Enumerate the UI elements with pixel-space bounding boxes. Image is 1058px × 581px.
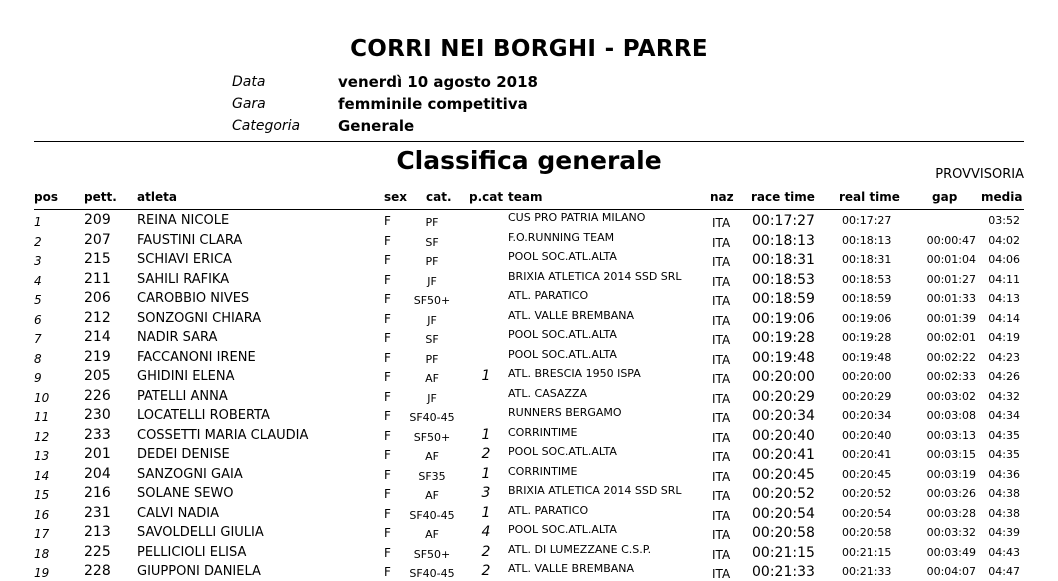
- cell-gap: 00:04:07: [926, 565, 976, 578]
- cell-gap: 00:03:49: [926, 545, 976, 559]
- cell-gap: 00:01:27: [926, 272, 976, 286]
- cell-average-pace: 04:43: [988, 545, 1020, 559]
- cell-gap: 00:03:32: [926, 526, 976, 539]
- cell-race-time: 00:20:52: [752, 486, 815, 502]
- cell-category-position: 2: [481, 543, 491, 560]
- cell-athlete-name: SCHIAVI ERICA: [137, 252, 232, 267]
- cell-nationality: ITA: [712, 450, 731, 464]
- cell-team-name: CORRINTIME: [508, 425, 578, 439]
- table-row: [0, 249, 1058, 269]
- header-pos: pos: [34, 190, 58, 204]
- table-row: [0, 522, 1058, 542]
- cell-gap: 00:03:02: [926, 389, 976, 403]
- meta-value-race: femminile competitiva: [338, 95, 528, 113]
- cell-bib-number: 213: [84, 524, 111, 540]
- cell-sex: F: [384, 292, 391, 306]
- cell-real-time: 00:18:59: [842, 292, 892, 305]
- table-row: [0, 503, 1058, 523]
- cell-athlete-name: SOLANE SEWO: [137, 486, 234, 501]
- cell-race-time: 00:18:53: [752, 271, 815, 288]
- cell-category: SF50+: [413, 547, 451, 561]
- cell-race-time: 00:19:28: [752, 330, 815, 346]
- cell-race-time: 00:18:59: [752, 291, 815, 307]
- table-row: [0, 542, 1058, 562]
- cell-position: 5: [34, 293, 42, 307]
- cell-gap: 00:03:19: [926, 467, 976, 481]
- cell-nationality: ITA: [712, 216, 731, 230]
- cell-bib-number: 207: [84, 231, 111, 248]
- table-row: [0, 366, 1058, 386]
- cell-team-name: BRIXIA ATLETICA 2014 SSD SRL: [508, 484, 682, 497]
- cell-bib-number: 201: [84, 446, 111, 462]
- cell-team-name: POOL SOC.ATL.ALTA: [508, 445, 617, 458]
- section-title: Classifica generale: [396, 146, 662, 175]
- cell-race-time: 00:20:40: [752, 427, 815, 444]
- cell-team-name: BRIXIA ATLETICA 2014 SSD SRL: [508, 269, 682, 283]
- cell-category: AF: [425, 372, 439, 385]
- cell-sex: F: [384, 233, 391, 248]
- cell-athlete-name: FAUSTINI CLARA: [137, 232, 243, 248]
- cell-nationality: ITA: [712, 469, 731, 484]
- table-row: [0, 444, 1058, 464]
- cell-race-time: 00:18:31: [752, 252, 815, 268]
- cell-nationality: ITA: [712, 372, 731, 386]
- table-row: [0, 230, 1058, 250]
- cell-real-time: 00:20:41: [842, 448, 892, 461]
- cell-average-pace: 04:38: [988, 506, 1020, 520]
- cell-average-pace: 04:13: [988, 292, 1020, 305]
- cell-category: PF: [425, 216, 439, 229]
- cell-nationality: ITA: [712, 352, 731, 367]
- cell-sex: F: [384, 350, 391, 365]
- cell-position: 15: [34, 488, 50, 502]
- cell-nationality: ITA: [712, 547, 731, 562]
- table-row: [0, 288, 1058, 308]
- divider-top: [34, 141, 1024, 142]
- cell-category: AF: [425, 489, 439, 502]
- cell-category-position: 1: [481, 368, 491, 384]
- table-row: [0, 483, 1058, 503]
- cell-gap: 00:01:33: [926, 292, 976, 305]
- cell-team-name: ATL. VALLE BREMBANA: [508, 562, 635, 575]
- cell-average-pace: 04:34: [988, 409, 1020, 422]
- header-naz: naz: [710, 190, 734, 204]
- cell-average-pace: 04:47: [988, 565, 1020, 578]
- cell-team-name: ATL. DI LUMEZZANE C.S.P.: [508, 542, 652, 556]
- cell-sex: F: [384, 331, 391, 345]
- cell-position: 4: [34, 273, 42, 288]
- cell-gap: 00:01:39: [926, 311, 976, 325]
- cell-athlete-name: PELLICIOLI ELISA: [137, 544, 247, 560]
- meta-label-race: Gara: [232, 96, 266, 112]
- header-pcat: p.cat: [469, 190, 504, 204]
- cell-category: SF40-45: [409, 567, 455, 580]
- cell-average-pace: 04:35: [988, 448, 1020, 461]
- cell-average-pace: 04:38: [988, 487, 1020, 500]
- cell-bib-number: 211: [84, 270, 111, 287]
- cell-sex: F: [384, 409, 391, 423]
- cell-nationality: ITA: [712, 508, 731, 523]
- event-title: CORRI NEI BORGHI - PARRE: [350, 36, 708, 62]
- cell-position: 13: [34, 449, 50, 463]
- cell-team-name: POOL SOC.ATL.ALTA: [508, 250, 617, 263]
- cell-sex: F: [384, 448, 391, 462]
- cell-gap: 00:03:26: [926, 487, 976, 500]
- cell-race-time: 00:20:41: [752, 447, 815, 463]
- cell-sex: F: [384, 487, 391, 501]
- cell-position: 10: [34, 390, 50, 405]
- cell-nationality: ITA: [712, 235, 731, 250]
- cell-sex: F: [384, 214, 391, 228]
- cell-gap: 00:02:01: [926, 331, 976, 344]
- cell-athlete-name: GHIDINI ELENA: [137, 369, 235, 384]
- header-sex: sex: [384, 190, 408, 204]
- cell-sex: F: [384, 545, 391, 560]
- cell-category: PF: [425, 255, 439, 268]
- cell-team-name: ATL. BRESCIA 1950 ISPA: [508, 367, 641, 380]
- cell-gap: 00:03:08: [926, 409, 976, 422]
- table-row: [0, 561, 1058, 581]
- cell-team-name: RUNNERS BERGAMO: [508, 406, 622, 419]
- cell-average-pace: 04:06: [988, 253, 1020, 266]
- cell-race-time: 00:20:45: [752, 466, 815, 483]
- cell-athlete-name: GIUPPONI DANIELA: [137, 564, 261, 579]
- cell-athlete-name: LOCATELLI ROBERTA: [137, 408, 270, 423]
- cell-sex: F: [384, 311, 391, 326]
- cell-athlete-name: CALVI NADIA: [137, 505, 219, 521]
- cell-average-pace: 04:11: [988, 272, 1020, 286]
- cell-race-time: 00:18:13: [752, 232, 815, 249]
- table-row: [0, 269, 1058, 289]
- cell-position: 14: [34, 468, 50, 483]
- cell-sex: F: [384, 428, 391, 443]
- cell-nationality: ITA: [712, 528, 731, 542]
- cell-gap: 00:02:22: [926, 350, 976, 364]
- cell-real-time: 00:20:00: [842, 370, 892, 383]
- cell-athlete-name: CAROBBIO NIVES: [137, 291, 250, 306]
- cell-category: SF50+: [413, 294, 451, 307]
- cell-nationality: ITA: [712, 274, 731, 289]
- cell-category: JF: [427, 274, 437, 288]
- cell-athlete-name: COSSETTI MARIA CLAUDIA: [137, 427, 309, 443]
- cell-position: 16: [34, 507, 50, 522]
- cell-bib-number: 230: [84, 407, 111, 423]
- cell-position: 1: [34, 215, 42, 229]
- cell-position: 3: [34, 254, 42, 268]
- cell-real-time: 00:20:45: [842, 467, 892, 481]
- cell-nationality: ITA: [712, 391, 731, 406]
- cell-real-time: 00:18:31: [842, 253, 892, 266]
- cell-position: 17: [34, 527, 50, 541]
- cell-gap: 00:03:28: [926, 506, 976, 520]
- header-gap: gap: [932, 190, 958, 204]
- cell-real-time: 00:17:27: [842, 214, 892, 227]
- cell-nationality: ITA: [712, 294, 731, 308]
- cell-athlete-name: SANZOGNI GAIA: [137, 466, 243, 482]
- cell-real-time: 00:18:53: [842, 272, 892, 286]
- cell-race-time: 00:20:00: [752, 369, 815, 385]
- status-label: PROVVISORIA: [935, 167, 1024, 182]
- table-row: [0, 405, 1058, 425]
- table-row: [0, 347, 1058, 367]
- cell-real-time: 00:20:58: [842, 526, 892, 539]
- cell-real-time: 00:21:33: [842, 565, 892, 578]
- cell-bib-number: 206: [84, 290, 111, 306]
- cell-athlete-name: SONZOGNI CHIARA: [137, 310, 262, 326]
- meta-value-category: Generale: [338, 117, 415, 135]
- cell-sex: F: [384, 370, 391, 384]
- cell-real-time: 00:20:29: [842, 389, 892, 403]
- cell-race-time: 00:21:33: [752, 564, 815, 580]
- cell-category-position: 3: [481, 485, 491, 501]
- cell-bib-number: 209: [84, 212, 111, 228]
- table-row: [0, 308, 1058, 328]
- cell-bib-number: 225: [84, 543, 111, 560]
- cell-athlete-name: FACCANONI IRENE: [137, 349, 256, 365]
- cell-category: AF: [425, 450, 439, 463]
- cell-category: SF50+: [413, 430, 451, 444]
- cell-sex: F: [384, 272, 391, 287]
- cell-category-position: 1: [481, 465, 491, 482]
- cell-team-name: POOL SOC.ATL.ALTA: [508, 523, 617, 536]
- cell-team-name: ATL. CASAZZA: [508, 386, 588, 400]
- cell-bib-number: 231: [84, 504, 111, 521]
- cell-team-name: CUS PRO PATRIA MILANO: [508, 211, 646, 224]
- cell-nationality: ITA: [712, 430, 731, 445]
- cell-bib-number: 226: [84, 387, 111, 404]
- cell-sex: F: [384, 526, 391, 540]
- cell-sex: F: [384, 467, 391, 482]
- cell-position: 12: [34, 429, 50, 444]
- table-row: [0, 327, 1058, 347]
- cell-category: SF40-45: [409, 411, 455, 424]
- cell-nationality: ITA: [712, 567, 731, 581]
- cell-bib-number: 204: [84, 465, 111, 482]
- cell-race-time: 00:17:27: [752, 213, 815, 229]
- cell-category: SF: [425, 235, 439, 249]
- cell-nationality: ITA: [712, 313, 731, 328]
- cell-team-name: POOL SOC.ATL.ALTA: [508, 328, 617, 341]
- cell-sex: F: [384, 389, 391, 404]
- cell-race-time: 00:21:15: [752, 544, 815, 561]
- table-row: [0, 386, 1058, 406]
- cell-nationality: ITA: [712, 333, 731, 347]
- cell-category-position: 2: [481, 446, 491, 462]
- meta-label-date: Data: [232, 74, 266, 90]
- header-name: atleta: [137, 190, 177, 204]
- cell-sex: F: [384, 565, 391, 579]
- header-team: team: [508, 190, 543, 204]
- cell-real-time: 00:20:52: [842, 487, 892, 500]
- cell-race-time: 00:19:48: [752, 349, 815, 366]
- cell-category: PF: [425, 352, 439, 366]
- cell-position: 7: [34, 332, 42, 346]
- cell-race-time: 00:20:58: [752, 525, 815, 541]
- cell-average-pace: 04:39: [988, 526, 1020, 539]
- cell-team-name: CORRINTIME: [508, 464, 578, 478]
- cell-race-time: 00:20:29: [752, 388, 815, 405]
- cell-position: 6: [34, 312, 42, 327]
- table-row: [0, 210, 1058, 230]
- cell-category: SF40-45: [409, 508, 455, 522]
- meta-label-category: Categoria: [232, 118, 301, 134]
- header-cat: cat.: [426, 190, 452, 204]
- header-real-time: real time: [839, 190, 900, 204]
- cell-bib-number: 205: [84, 368, 111, 384]
- cell-bib-number: 233: [84, 426, 111, 443]
- cell-race-time: 00:20:54: [752, 505, 815, 522]
- cell-category: SF: [425, 333, 439, 346]
- cell-gap: 00:00:47: [926, 233, 976, 247]
- cell-real-time: 00:20:40: [842, 428, 892, 442]
- cell-bib-number: 219: [84, 348, 111, 365]
- cell-position: 8: [34, 351, 42, 366]
- cell-bib-number: 212: [84, 309, 111, 326]
- cell-race-time: 00:20:34: [752, 408, 815, 424]
- cell-sex: F: [384, 253, 391, 267]
- cell-team-name: POOL SOC.ATL.ALTA: [508, 347, 617, 361]
- cell-nationality: ITA: [712, 489, 731, 503]
- cell-category-position: 1: [481, 426, 491, 443]
- cell-gap: 00:03:13: [926, 428, 976, 442]
- cell-real-time: 00:19:06: [842, 311, 892, 325]
- cell-category: AF: [425, 528, 439, 541]
- cell-athlete-name: SAHILI RAFIKA: [137, 271, 230, 287]
- cell-gap: 00:01:04: [926, 253, 976, 266]
- cell-position: 9: [34, 371, 42, 385]
- cell-gap: 00:03:15: [926, 448, 976, 461]
- cell-team-name: ATL. PARATICO: [508, 503, 589, 517]
- cell-athlete-name: NADIR SARA: [137, 330, 218, 345]
- cell-real-time: 00:19:48: [842, 350, 892, 364]
- cell-athlete-name: DEDEI DENISE: [137, 447, 230, 462]
- cell-bib-number: 215: [84, 251, 111, 267]
- cell-team-name: F.O.RUNNING TEAM: [508, 230, 615, 244]
- cell-category: SF35: [418, 469, 446, 483]
- cell-nationality: ITA: [712, 411, 731, 425]
- cell-average-pace: 04:35: [988, 428, 1020, 442]
- cell-category-position: 4: [481, 524, 491, 540]
- cell-average-pace: 04:19: [988, 331, 1020, 344]
- cell-nationality: ITA: [712, 255, 731, 269]
- cell-category: JF: [427, 313, 437, 327]
- cell-gap: 00:02:33: [926, 370, 976, 383]
- cell-athlete-name: SAVOLDELLI GIULIA: [137, 525, 264, 540]
- cell-average-pace: 04:32: [988, 389, 1020, 403]
- cell-average-pace: 03:52: [988, 214, 1020, 227]
- cell-sex: F: [384, 506, 391, 521]
- cell-category-position: 2: [481, 563, 491, 579]
- cell-real-time: 00:20:54: [842, 506, 892, 520]
- cell-position: 18: [34, 546, 50, 561]
- meta-value-date: venerdì 10 agosto 2018: [338, 73, 538, 91]
- cell-average-pace: 04:36: [988, 467, 1020, 481]
- cell-bib-number: 214: [84, 329, 111, 345]
- header-bib: pett.: [84, 190, 117, 204]
- cell-position: 2: [34, 234, 42, 249]
- cell-bib-number: 216: [84, 485, 111, 501]
- cell-real-time: 00:18:13: [842, 233, 892, 247]
- cell-position: 19: [34, 566, 50, 580]
- cell-real-time: 00:19:28: [842, 331, 892, 344]
- cell-bib-number: 228: [84, 563, 111, 579]
- table-row: [0, 464, 1058, 484]
- cell-average-pace: 04:02: [988, 233, 1020, 247]
- cell-average-pace: 04:14: [988, 311, 1020, 325]
- cell-team-name: ATL. VALLE BREMBANA: [508, 308, 635, 322]
- cell-real-time: 00:20:34: [842, 409, 892, 422]
- header-race-time: race time: [751, 190, 815, 204]
- header-media: media: [981, 190, 1023, 204]
- cell-team-name: ATL. PARATICO: [508, 289, 589, 302]
- cell-athlete-name: REINA NICOLE: [137, 213, 230, 228]
- cell-real-time: 00:21:15: [842, 545, 892, 559]
- cell-category-position: 1: [481, 504, 491, 521]
- cell-average-pace: 04:23: [988, 350, 1020, 364]
- cell-average-pace: 04:26: [988, 370, 1020, 383]
- cell-athlete-name: PATELLI ANNA: [137, 388, 228, 404]
- cell-position: 11: [34, 410, 50, 424]
- cell-race-time: 00:19:06: [752, 310, 815, 327]
- table-row: [0, 425, 1058, 445]
- cell-category: JF: [427, 391, 437, 405]
